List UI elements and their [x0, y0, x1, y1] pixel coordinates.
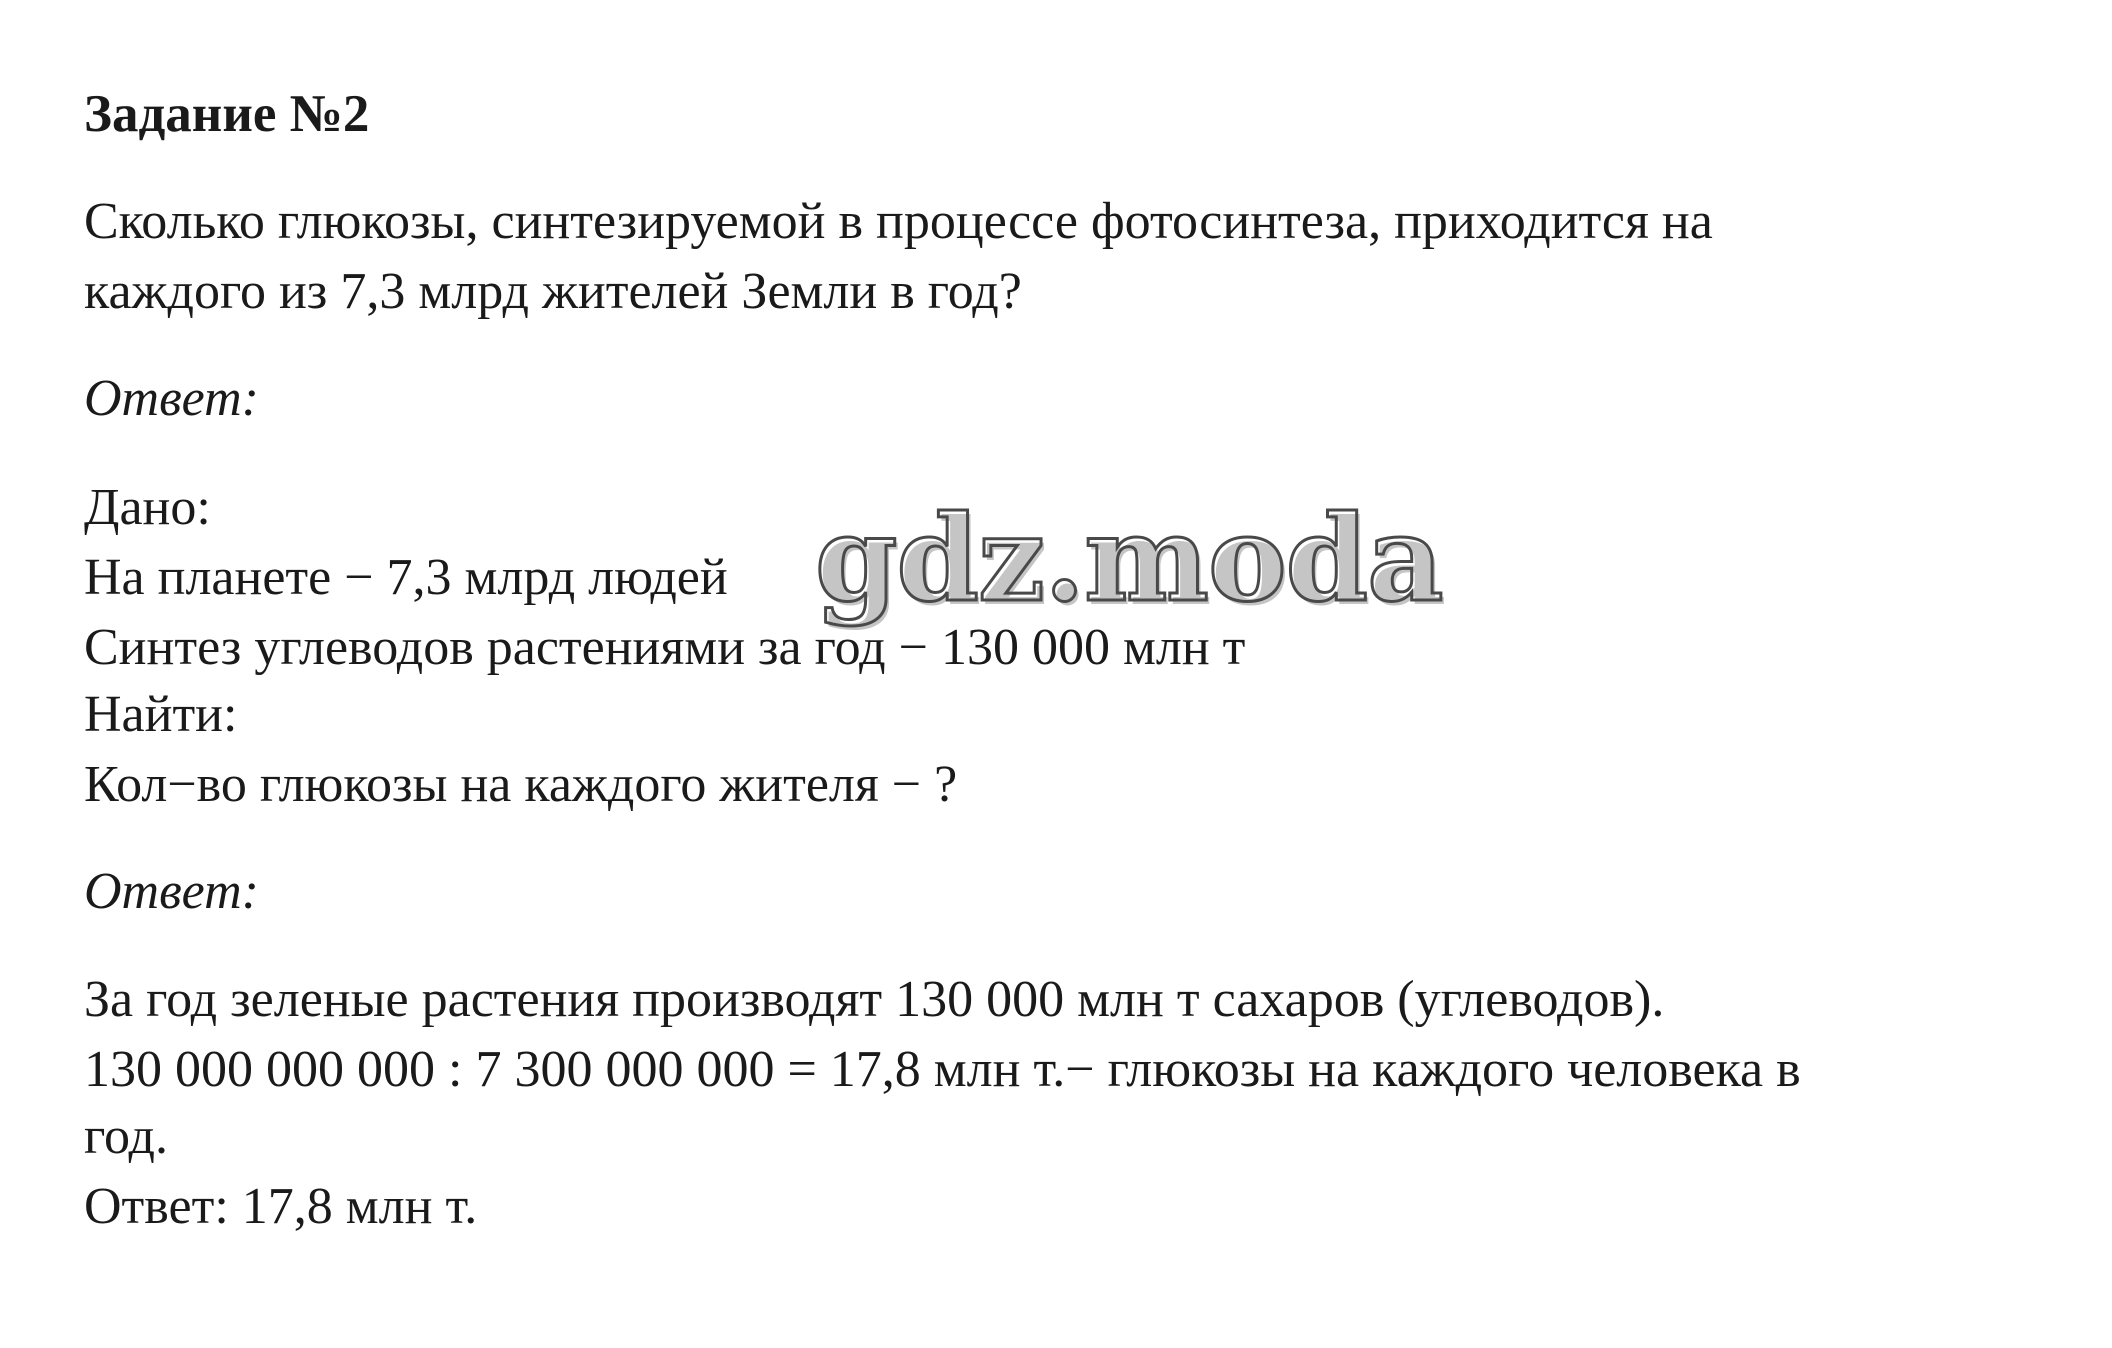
solution-line-2: 130 000 000 000 : 7 300 000 000 = 17,8 млн т.− глюкозы на каждого человека в — [84, 1041, 1801, 1098]
answer-label-2: Ответ: — [84, 863, 259, 920]
given-line-people: На планете − 7,3 млрд людей — [84, 549, 728, 606]
task-title: Задание №2 — [84, 85, 370, 143]
question-line-2: каждого из 7,3 млрд жителей Земли в год? — [84, 263, 1022, 320]
solution-line-1: За год зеленые растения производят 130 000 млн т сахаров (углеводов). — [84, 971, 1665, 1028]
solution-line-3: год. — [84, 1108, 168, 1165]
find-line: Кол−во глюкозы на каждого жителя − ? — [84, 756, 958, 813]
given-line-synthesis: Синтез углеводов растениями за год − 130 000 млн т — [84, 619, 1246, 676]
find-heading: Найти: — [84, 686, 238, 743]
given-heading: Дано: — [84, 479, 211, 536]
watermark-logo: gdz.moda — [815, 489, 1443, 628]
question-line-1: Сколько глюкозы, синтезируемой в процессе фотосинтеза, приходится на — [84, 193, 1713, 250]
solution-answer-line: Ответ: 17,8 млн т. — [84, 1178, 478, 1235]
answer-label: Ответ: — [84, 370, 259, 427]
